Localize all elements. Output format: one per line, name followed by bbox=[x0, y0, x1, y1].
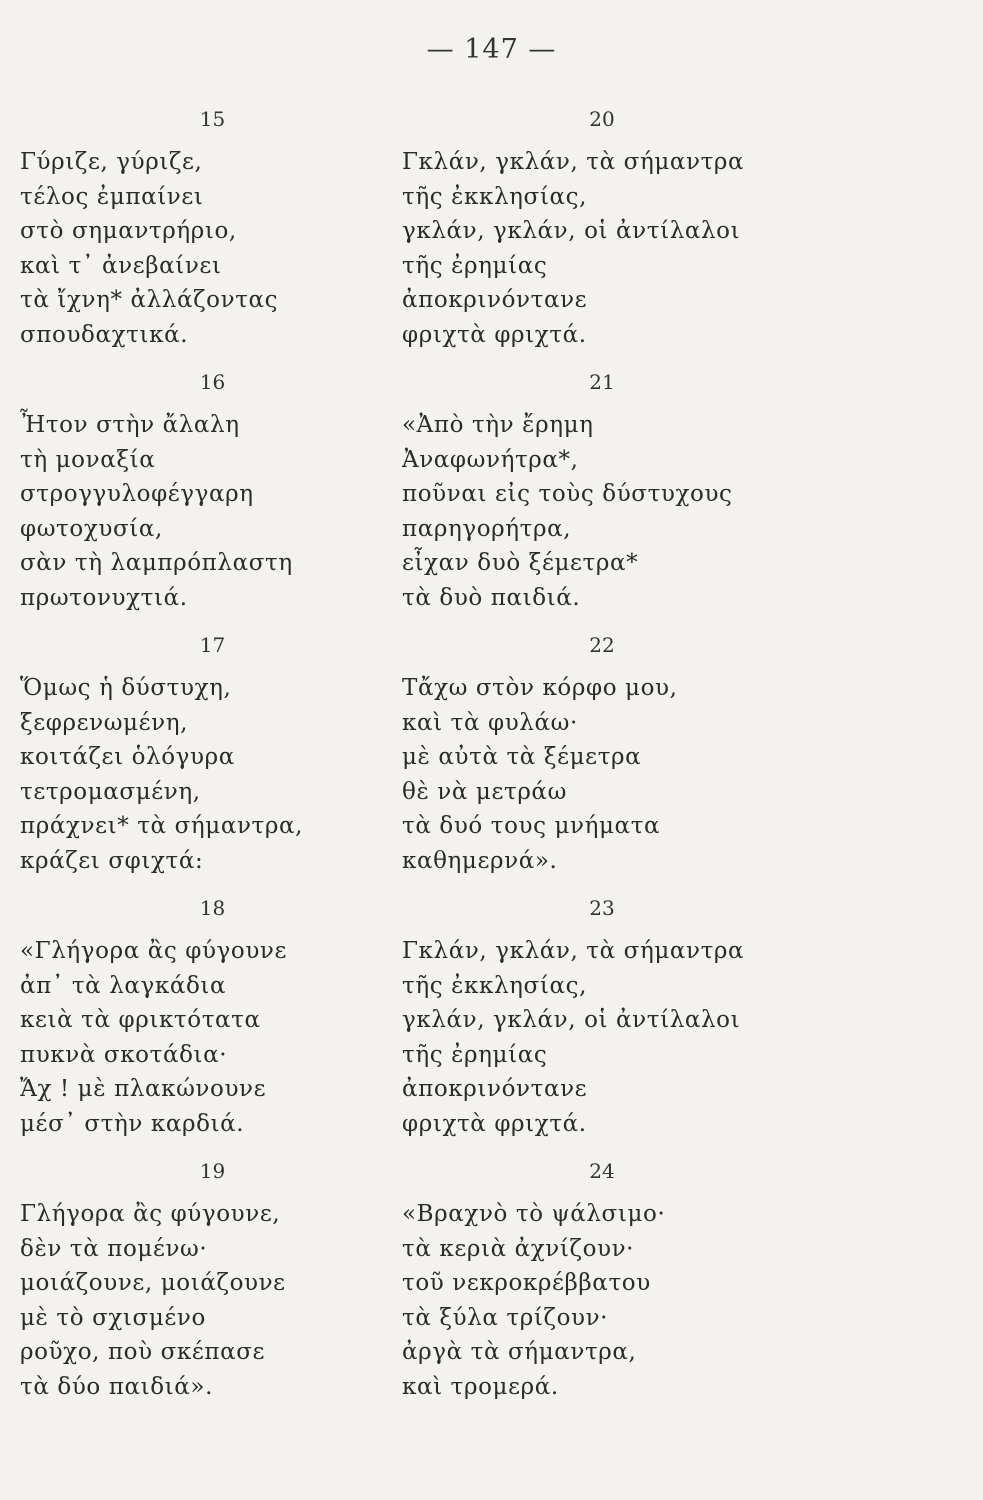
verse-line: δὲν τὰ πομένω· bbox=[20, 1235, 208, 1262]
verse-line: τέλος ἐμπαίνει bbox=[20, 183, 204, 210]
verse-line: θὲ νὰ μετράω bbox=[402, 778, 567, 805]
verse-line: «Ἀπὸ τὴν ἔρημη bbox=[402, 412, 594, 438]
verse-line: καὶ τρομερά. bbox=[402, 1373, 559, 1400]
stanza bbox=[20, 631, 420, 894]
verse-line: Τἄχω στὸν κόρφο μου, bbox=[402, 675, 678, 701]
verse-line: Γκλάν, γκλάν, τὰ σήμαντρα bbox=[402, 149, 745, 175]
verse-line: μὲ τὸ σχισμένο bbox=[20, 1304, 206, 1331]
stanza-number: 19 bbox=[199, 1159, 226, 1183]
stanza-number: 17 bbox=[199, 633, 226, 657]
left-column bbox=[20, 105, 420, 1420]
stanza-number: 20 bbox=[589, 107, 615, 131]
verse-line: μοιάζουνε, μοιάζουνε bbox=[20, 1270, 286, 1297]
stanza bbox=[20, 368, 420, 631]
verse-line: πράχνει* τὰ σήμαντρα, bbox=[20, 813, 304, 840]
verse-line: τὴ μοναξία bbox=[20, 446, 156, 473]
stanza-number: 21 bbox=[589, 370, 615, 394]
stanza bbox=[402, 105, 802, 368]
verse-line: στρογγυλοφέγγαρη bbox=[20, 481, 254, 508]
stanza-number: 24 bbox=[589, 1159, 615, 1183]
verse-line: κράζει σφιχτά: bbox=[20, 847, 204, 874]
stanza bbox=[20, 1157, 420, 1420]
verse-line: τετρομασμένη, bbox=[20, 778, 201, 805]
verse-line: Γύριζε, γύριζε, bbox=[20, 149, 203, 175]
stanza bbox=[402, 894, 802, 1157]
verse-line: Γλήγορα ἂς φύγουνε, bbox=[20, 1201, 281, 1227]
verse-line: «Βραχνὸ τὸ ψάλσιμο· bbox=[402, 1201, 666, 1227]
verse-line: τῆς ἐρημίας bbox=[402, 252, 548, 279]
verse-line: τὰ δυό τους μνήματα bbox=[402, 813, 661, 840]
verse-line: τὰ δύο παιδιά». bbox=[20, 1373, 213, 1400]
verse-line: εἶχαν δυὸ ξέμετρα* bbox=[402, 550, 639, 577]
verse-line: πρωτονυχτιά. bbox=[20, 584, 188, 611]
verse-line: καθημερνά». bbox=[402, 847, 558, 874]
stanza bbox=[20, 894, 420, 1157]
verse-line: τὰ ξύλα τρίζουν· bbox=[402, 1304, 609, 1331]
verse-line: γκλάν, γκλάν, οἱ ἀντίλαλοι bbox=[402, 218, 741, 245]
verse-line: πυκνὰ σκοτάδια· bbox=[20, 1041, 228, 1068]
verse-line: τὰ κεριὰ ἀχνίζουν· bbox=[402, 1235, 635, 1262]
verse-line: παρηγορήτρα, bbox=[402, 515, 572, 542]
right-column bbox=[402, 105, 802, 1420]
verse-line: ἀποκρινόντανε bbox=[402, 287, 588, 314]
stanza bbox=[402, 368, 802, 631]
stanza-number: 15 bbox=[199, 107, 226, 131]
verse-line: ἀποκρινόντανε bbox=[402, 1076, 588, 1103]
verse-line: σὰν τὴ λαμπρόπλαστη bbox=[20, 550, 293, 577]
verse-line: φριχτὰ φριχτά. bbox=[402, 1110, 587, 1137]
verse-line: Ὅμως ἡ δύστυχη, bbox=[20, 675, 232, 701]
verse-line: ἀργὰ τὰ σήμαντρα, bbox=[402, 1339, 637, 1366]
verse-line: φωτοχυσία, bbox=[20, 515, 163, 542]
verse-line: γκλάν, γκλάν, οἱ ἀντίλαλοι bbox=[402, 1007, 741, 1034]
verse-line: Ἦτον στὴν ἄλαλη bbox=[20, 412, 240, 438]
stanza bbox=[402, 631, 802, 894]
verse-line: Ἀναφωνήτρα*, bbox=[402, 446, 579, 473]
verse-line: καὶ τ᾽ ἀνεβαίνει bbox=[20, 252, 222, 279]
verse-line: ξεφρενωμένη, bbox=[20, 709, 188, 736]
verse-line: κειὰ τὰ φρικτότατα bbox=[20, 1007, 261, 1034]
stanza bbox=[402, 1157, 802, 1420]
verse-line: ροῦχο, ποὺ σκέπασε bbox=[20, 1339, 266, 1366]
verse-line: μὲ αὐτὰ τὰ ξέμετρα bbox=[402, 744, 642, 771]
stanza bbox=[20, 105, 420, 368]
verse-line: τὰ δυὸ παιδιά. bbox=[402, 584, 581, 611]
verse-line: σπουδαχτικά. bbox=[20, 321, 189, 348]
stanza-number: 22 bbox=[589, 633, 615, 657]
page-number: — 147 — bbox=[426, 34, 557, 65]
verse-line: «Γλήγορα ἂς φύγουνε bbox=[20, 938, 288, 964]
verse-line: ἀπ᾽ τὰ λαγκάδια bbox=[20, 972, 227, 999]
verse-line: στὸ σημαντρήριο, bbox=[20, 218, 237, 245]
verse-line: τῆς ἐκκλησίας, bbox=[402, 972, 587, 999]
stanza-number: 18 bbox=[199, 896, 226, 920]
stanza-number: 23 bbox=[589, 896, 615, 920]
verse-line: τοῦ νεκροκρέββατου bbox=[402, 1270, 651, 1297]
verse-line: καὶ τὰ φυλάω· bbox=[402, 709, 578, 736]
verse-line: φριχτὰ φριχτά. bbox=[402, 321, 587, 348]
stanza-number: 16 bbox=[199, 370, 226, 394]
verse-line: ποῦναι εἰς τοὺς δύστυχους bbox=[402, 481, 733, 508]
verse-line: τῆς ἐκκλησίας, bbox=[402, 183, 587, 210]
verse-line: Γκλάν, γκλάν, τὰ σήμαντρα bbox=[402, 938, 745, 964]
verse-line: τῆς ἐρημίας bbox=[402, 1041, 548, 1068]
verse-line: Ἄχ ! μὲ πλακώνουνε bbox=[20, 1076, 267, 1103]
verse-line: κοιτάζει ὁλόγυρα bbox=[20, 744, 235, 771]
verse-line: τὰ ἴχνη* ἀλλάζοντας bbox=[20, 287, 279, 314]
verse-line: μέσ᾽ στὴν καρδιά. bbox=[20, 1110, 245, 1137]
